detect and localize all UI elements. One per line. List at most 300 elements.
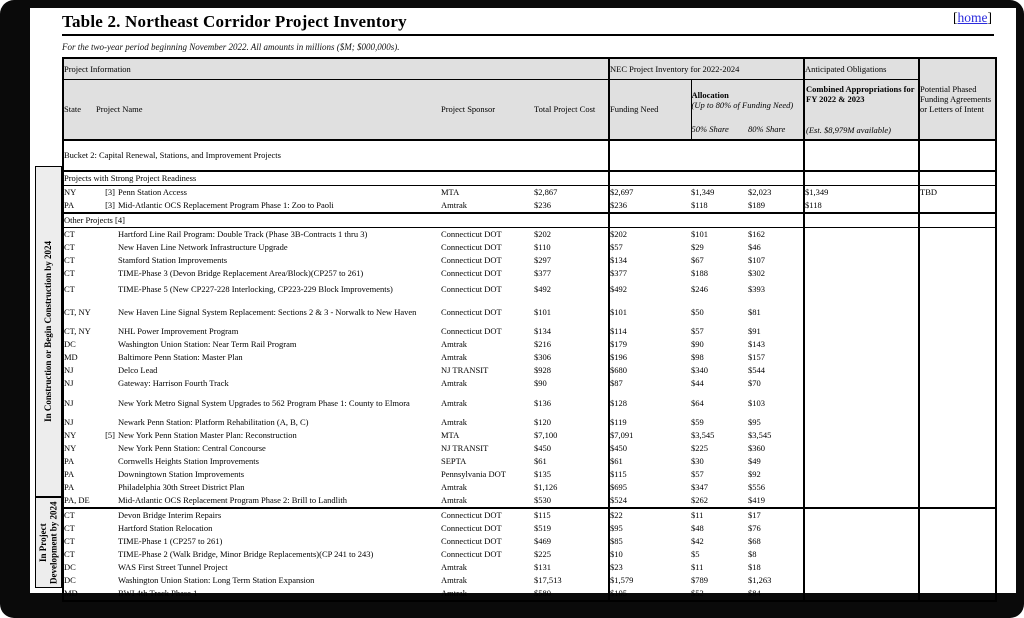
cell-state: CT [64,536,75,547]
header-allocation [691,80,804,121]
group-heading-empty [919,213,996,228]
project-name-wrap [96,482,441,492]
document-page [30,8,1016,599]
project-name-wrap [96,200,441,210]
project-name-text: WAS First Street Tunnel Project [118,562,228,573]
cell-state: MD [64,588,78,599]
project-name-text: New York Penn Station Master Plan: Reconstruction [118,430,297,441]
cell-project-name [96,494,441,508]
project-name-wrap [96,588,441,598]
cell-funding-need: $114 [610,326,627,337]
home-link[interactable]: home [957,10,988,25]
table-row [63,535,996,548]
cell-funding-need: $450 [610,443,627,454]
cell-funding-need: $101 [610,306,627,317]
cell-funding-need: $57 [610,242,623,253]
table-row [63,338,996,351]
cell-project-name [96,455,441,468]
cell-funding-need: $1,579 [610,575,634,586]
cell-funding-need: $85 [610,536,623,547]
cell-state: DC [64,562,76,573]
project-name-wrap [96,495,441,505]
cell-state: CT [64,284,75,295]
cell-total-project-cost: $135 [534,468,609,481]
cell-80-share: $49 [748,455,804,468]
project-name-wrap [96,284,441,294]
project-name-wrap [96,549,441,559]
project-name-wrap [96,229,441,239]
cell-total-project-cost: $216 [534,338,609,351]
cell-phased-funding [919,351,996,364]
group-heading-empty [609,213,804,228]
cell-total-project-cost: $225 [534,548,609,561]
cell-phased-funding [919,377,996,390]
cell-50-share: $42 [691,536,704,547]
project-name-text: TIME-Phase 5 (New CP227-228 Interlocking, CP223-229 Block Improvements) [118,284,393,295]
cell-phased-funding [919,364,996,377]
cell-appropriations [804,267,919,280]
cell-80-share: $544 [748,364,804,377]
cell-funding-need: $119 [610,417,627,428]
cell-funding-need: $95 [610,523,623,534]
cell-80-share: $17 [748,508,804,522]
cell-total-project-cost: $306 [534,351,609,364]
project-name-wrap [96,307,441,317]
table-row [63,241,996,254]
cell-50-share: $11 [691,508,748,522]
cell-80-share: $46 [748,241,804,254]
project-name-text: Stamford Station Improvements [118,255,228,266]
cell-phased-funding [919,338,996,351]
side-label-text: In Project Development by 2024 [38,501,59,584]
cell-project-sponsor: Connecticut DOT [441,268,502,279]
cell-50-share: $30 [691,456,704,467]
cell-80-share: $2,023 [748,186,804,200]
side-label-in-construction [35,166,62,497]
cell-appropriations [804,508,919,522]
cell-project-name [96,508,441,522]
cell-phased-funding [919,455,996,468]
cell-appropriations [804,325,919,338]
cell-50-share: $5 [691,549,700,560]
project-name-text: Cornwells Heights Station Improvements [118,456,259,467]
cell-project-name [96,199,441,213]
table-row [63,267,996,280]
project-name-wrap [96,268,441,278]
project-name-text: Baltimore Penn Station: Master Plan [118,352,243,363]
cell-project-name [96,254,441,267]
cell-total-project-cost: $530 [534,494,609,508]
cell-phased-funding [919,267,996,280]
cell-state: NJ [64,378,74,389]
table-row [63,199,996,213]
cell-appropriations [804,574,919,587]
cell-phased-funding [919,548,996,561]
table-row [63,228,996,242]
cell-project-sponsor: Connecticut DOT [441,229,502,240]
cell-phased-funding [919,574,996,587]
cell-50-share: $52 [691,588,704,599]
group-heading-label: Projects with Strong Project Readiness [63,171,609,186]
cell-project-name [96,442,441,455]
cell-50-share: $11 [691,562,704,573]
cell-project-name [96,338,441,351]
cell-funding-need: $105 [610,588,627,599]
cell-project-sponsor: Connecticut DOT [441,326,502,337]
project-name-text: Washington Union Station: Near Term Rail Program [118,339,297,350]
cell-50-share: $44 [691,378,704,389]
project-name-text: Penn Station Access [118,187,187,198]
cell-project-sponsor: Connecticut DOT [441,255,502,266]
cell-project-sponsor: Connecticut DOT [441,508,534,522]
cell-project-name [96,468,441,481]
table-header [63,58,996,140]
cell-total-project-cost: $101 [534,299,609,325]
cell-phased-funding [919,228,996,242]
bucket-empty-cell [804,140,919,171]
table-row [63,390,996,416]
cell-phased-funding [919,280,996,299]
cell-state: PA, DE [64,495,90,506]
combined-appropriations-label: Combined Appropriations for FY 2022 & 2023 [806,83,915,104]
cell-total-project-cost: $2,867 [534,186,609,200]
cell-phased-funding [919,508,996,522]
cell-funding-need: $23 [610,562,623,573]
cell-appropriations [804,377,919,390]
project-name-wrap [96,510,441,520]
cell-appropriations [804,364,919,377]
cell-state: NJ [64,365,74,376]
cell-state: CT [64,268,75,279]
cell-project-sponsor: NJ TRANSIT [441,365,489,376]
project-name-text: New York Metro Signal System Upgrades to 562 Program Phase 1: County to Elmora [118,397,410,408]
cell-funding-need: $680 [610,365,627,376]
table-row [63,455,996,468]
cell-phased-funding [919,241,996,254]
table-row [63,429,996,442]
cell-project-sponsor: Amtrak [441,562,467,573]
cell-state: NJ [64,417,74,428]
cell-project-sponsor: Connecticut DOT [441,523,502,534]
cell-appropriations [804,280,919,299]
cell-phased-funding [919,416,996,429]
cell-50-share: $59 [691,417,704,428]
cell-50-share: $1,349 [691,187,715,198]
project-name-text: TIME-Phase 2 (Walk Bridge, Minor Bridge Replacements)(CP 241 to 243) [118,549,374,560]
table-row [63,442,996,455]
cell-80-share: $419 [748,494,804,508]
cell-project-sponsor: Amtrak [441,352,467,363]
cell-state: CT, NY [64,306,91,317]
cell-80-share: $103 [748,390,804,416]
cell-project-sponsor: SEPTA [441,456,467,467]
cell-80-share: $91 [748,325,804,338]
header-total-project-cost: Total Project Cost [534,80,609,141]
cell-phased-funding [919,299,996,325]
project-name-text: Mid-Atlantic OCS Replacement Program Phase 2: Brill to Landlith [118,495,347,506]
cell-state: NY [64,443,77,454]
table-row [63,508,996,522]
project-name-text: Hartford Line Rail Program: Double Track (Phase 3B-Contracts 1 thru 3) [118,229,368,240]
cell-50-share: $246 [691,284,708,295]
cell-total-project-cost: $469 [534,535,609,548]
cell-appropriations [804,481,919,494]
cell-funding-need: $128 [610,397,627,408]
cell-total-project-cost: $17,513 [534,574,609,587]
cell-appropriations [804,587,919,601]
cell-50-share: $225 [691,443,708,454]
cell-total-project-cost: $7,100 [534,429,609,442]
cell-total-project-cost: $134 [534,325,609,338]
cell-funding-need: $22 [609,508,691,522]
cell-50-share: $347 [691,482,708,493]
cell-phased-funding [919,481,996,494]
cell-funding-need: $87 [610,378,623,389]
cell-project-sponsor: Connecticut DOT [441,549,502,560]
cell-funding-need: $695 [610,482,627,493]
cell-funding-need: $7,091 [610,430,634,441]
project-name-text: TIME-Phase 3 (Devon Bridge Replacement Area/Block)(CP257 to 261) [118,268,364,279]
cell-project-sponsor: Amtrak [441,200,467,211]
cell-total-project-cost: $136 [534,390,609,416]
cell-80-share: $92 [748,468,804,481]
project-name-text: TIME-Phase 1 (CP257 to 261) [118,536,223,547]
cell-funding-need: $115 [610,469,627,480]
project-name-text: Downingtown Station Improvements [118,469,245,480]
cell-total-project-cost: $377 [534,267,609,280]
cell-appropriations [804,228,919,242]
cell-50-share: $188 [691,268,708,279]
table-row [63,186,996,200]
cell-total-project-cost: $202 [534,228,609,242]
table-row [63,351,996,364]
cell-appropriations [804,522,919,535]
project-name-text: BWI 4th Track Phase 1 [118,588,198,599]
cell-50-share: $789 [691,575,708,586]
cell-80-share: $302 [748,267,804,280]
cell-funding-need: $377 [610,268,627,279]
project-name-wrap [96,562,441,572]
cell-project-sponsor: Amtrak [441,588,467,599]
project-name-wrap [96,339,441,349]
table-row [63,325,996,338]
cell-80-share: $189 [748,199,804,213]
cell-appropriations [804,429,919,442]
cell-appropriations [804,548,919,561]
table-row [63,522,996,535]
home-bracket-open: [ [953,10,958,25]
table-body [63,140,996,601]
cell-appropriations [804,494,919,508]
allocation-label: Allocation [691,89,729,100]
title-block [62,12,994,36]
cell-project-name [96,364,441,377]
cell-funding-need: $10 [610,549,623,560]
cell-funding-need: $524 [610,495,627,506]
allocation-note: (Up to 80% of Funding Need) [691,100,794,110]
cell-appropriations [804,468,919,481]
cell-project-sponsor: NJ TRANSIT [441,443,489,454]
header-project-information: Project Information [63,58,609,80]
table-row [63,254,996,267]
cell-phased-funding [919,468,996,481]
cell-project-name [96,280,441,299]
appropriations-note: (Est. $8,979M available) [806,125,892,136]
footnote-marker: [3] [105,187,115,198]
project-name-wrap [96,187,441,197]
cell-appropriations: $118 [804,199,919,213]
project-name-wrap [96,242,441,252]
project-name-text: Mid-Atlantic OCS Replacement Program Phase 1: Zoo to Paoli [118,200,334,211]
header-potential-phased: Potential Phased Funding Agreements or Letters of Intent [919,58,996,140]
cell-80-share: $95 [748,416,804,429]
cell-80-share: $157 [748,351,804,364]
cell-state: PA [64,456,75,467]
cell-50-share: $98 [691,352,704,363]
header-project-sponsor: Project Sponsor [441,80,534,141]
bucket-row [63,140,996,171]
cell-50-share: $3,545 [691,430,715,441]
header-funding-need: Funding Need [609,80,691,141]
header-anticipated-obligations: Anticipated Obligations [804,58,919,80]
project-name-text: Delco Lead [118,365,158,376]
cell-50-share: $50 [691,306,704,317]
cell-project-name [96,429,441,442]
cell-project-name [96,587,441,601]
cell-project-sponsor: Connecticut DOT [441,284,502,295]
footnote-marker: [5] [105,430,115,441]
cell-state: PA [64,200,75,211]
header-combined-appropriations [804,80,919,141]
table-row [63,364,996,377]
cell-total-project-cost: $131 [534,561,609,574]
cell-phased-funding [919,535,996,548]
cell-phased-funding [919,390,996,416]
cell-50-share: $57 [691,469,704,480]
cell-appropriations: $1,349 [804,186,919,200]
cell-project-name [96,481,441,494]
group-heading-row [63,171,996,186]
cell-project-name [96,574,441,587]
side-label-text: In Construction or Begin Construction by 2024 [43,241,54,422]
cell-project-sponsor: Amtrak [441,495,467,506]
cell-project-name [96,299,441,325]
group-heading-empty [804,171,919,186]
header-nec-inventory: NEC Project Inventory for 2022-2024 [609,58,804,80]
group-heading-row [63,213,996,228]
cell-80-share: $556 [748,481,804,494]
project-name-text: Gateway: Harrison Fourth Track [118,378,229,389]
project-name-wrap [96,352,441,362]
table-row [63,494,996,508]
cell-state: CT [64,549,75,560]
cell-total-project-cost: $90 [534,377,609,390]
cell-total-project-cost: $61 [534,455,609,468]
cell-50-share: $101 [691,229,708,240]
cell-project-name [96,241,441,254]
cell-80-share: $107 [748,254,804,267]
cell-50-share: $29 [691,242,704,253]
cell-state: CT [64,523,75,534]
cell-80-share: $18 [748,561,804,574]
cell-80-share: $360 [748,442,804,455]
table-row [63,587,996,601]
cell-project-name [96,351,441,364]
project-name-wrap [96,456,441,466]
cell-80-share: $84 [748,587,804,601]
cell-funding-need: $61 [610,456,623,467]
cell-appropriations [804,299,919,325]
cell-project-sponsor: MTA [441,187,460,198]
cell-state: PA [64,482,75,493]
project-name-wrap [96,575,441,585]
table-row [63,468,996,481]
cell-project-sponsor: Amtrak [441,417,467,428]
cell-state: PA [64,469,75,480]
cell-50-share: $262 [691,495,708,506]
cell-appropriations [804,351,919,364]
project-name-wrap [96,523,441,533]
cell-project-name [96,390,441,416]
cell-appropriations [804,254,919,267]
cell-project-name [96,186,441,200]
table-row [63,377,996,390]
cell-50-share: $48 [691,523,704,534]
table-row [63,416,996,429]
cell-project-sponsor: Pennsylvania DOT [441,469,506,480]
cell-project-sponsor: Connecticut DOT [441,306,502,317]
cell-appropriations [804,338,919,351]
side-label-in-project-development [35,497,62,588]
cell-state: CT [64,242,75,253]
cell-80-share: $76 [748,522,804,535]
cell-phased-funding [919,522,996,535]
cell-50-share: $340 [691,365,708,376]
project-inventory-table [62,57,997,602]
page-subtitle: For the two-year period beginning November 2022. All amounts in millions ($M; $000,000s). [62,42,400,52]
project-name-text: Devon Bridge Interim Repairs [118,510,222,521]
cell-80-share: $3,545 [748,429,804,442]
group-heading-empty [919,171,996,186]
project-name-wrap [96,443,441,453]
cell-total-project-cost: $236 [534,199,609,213]
project-name-text: New Haven Line Signal System Replacement: Sections 2 & 3 - Norwalk to New Haven [118,306,417,317]
cell-funding-need: $236 [610,200,627,211]
cell-state: NY [64,430,77,441]
cell-50-share: $90 [691,339,704,350]
project-name-wrap [96,326,441,336]
cell-80-share: $1,263 [748,574,804,587]
cell-state: CT [63,508,96,522]
project-name-text: Newark Penn Station: Platform Rehabilitation (A, B, C) [118,417,309,428]
cell-80-share: $393 [748,280,804,299]
cell-project-name [96,267,441,280]
cell-total-project-cost: $110 [534,241,609,254]
project-name-wrap [96,255,441,265]
table-row [63,299,996,325]
cell-project-sponsor: Amtrak [441,397,467,408]
cell-state: CT, NY [64,326,91,337]
cell-project-sponsor: MTA [441,430,460,441]
cell-80-share: $162 [748,228,804,242]
cell-project-sponsor: Connecticut DOT [441,242,502,253]
cell-50-share: $64 [691,397,704,408]
cell-appropriations [804,390,919,416]
cell-total-project-cost: $519 [534,522,609,535]
page-title: Table 2. Northeast Corridor Project Inventory [62,12,407,31]
cell-phased-funding [919,325,996,338]
cell-total-project-cost: $1,126 [534,481,609,494]
